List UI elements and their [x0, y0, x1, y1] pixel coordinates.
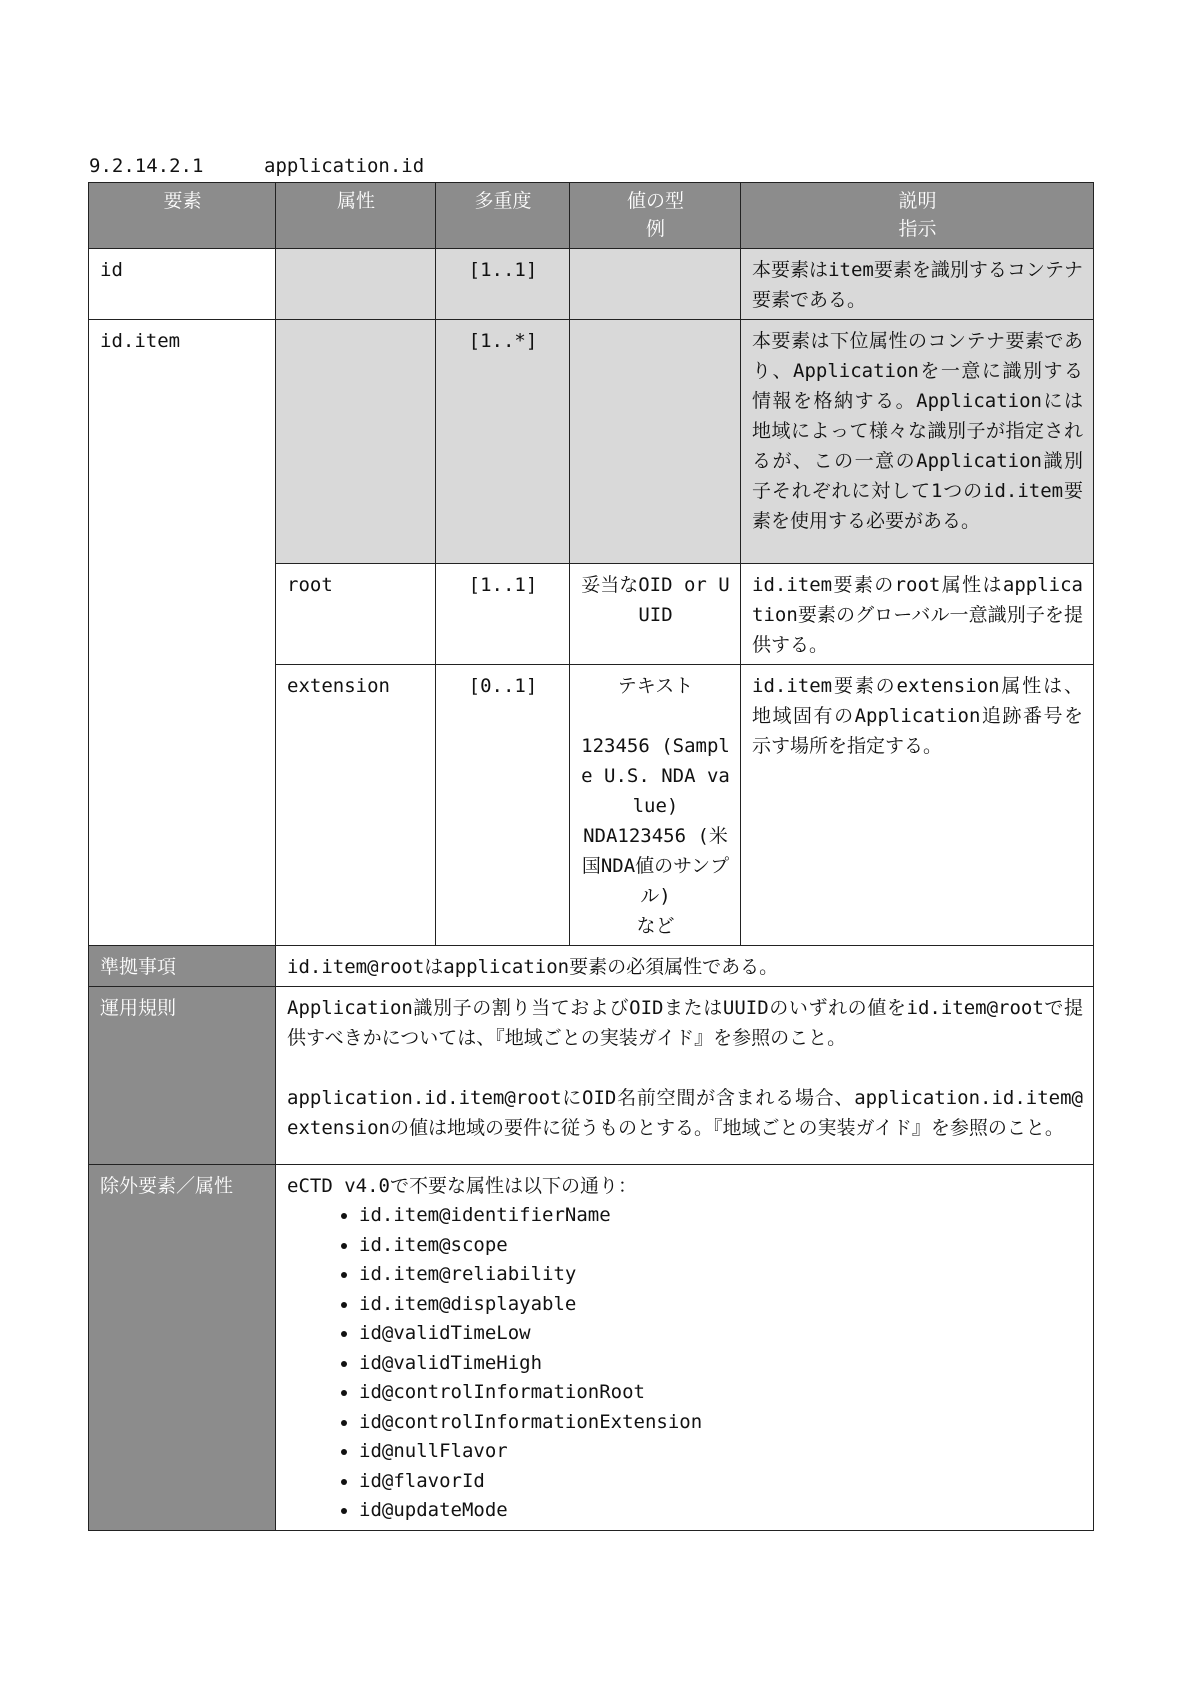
list-item: • id@nullFlavor: [359, 1437, 1083, 1467]
list-item: • id@validTimeLow: [359, 1319, 1083, 1349]
description-cell: id.item要素のextension属性は、地域固有のApplication追跡番号を示す場所を指定する。: [741, 665, 1094, 946]
list-item: • id@updateMode: [359, 1496, 1083, 1526]
operational-rules-content: [276, 987, 1094, 1165]
table-row: [89, 249, 1094, 320]
list-item: • id@controlInformationExtension: [359, 1408, 1083, 1438]
spec-table: [88, 182, 1094, 1531]
header-cardinality: 多重度: [436, 183, 570, 249]
header-attribute: 属性: [276, 183, 436, 249]
cardinality-cell: [1..*]: [436, 320, 570, 564]
operational-rules-label: 運用規則: [89, 987, 276, 1165]
value-cell: テキスト 123456 (Sample U.S. NDA value) NDA123456 (米国NDA値のサンプル) など: [570, 665, 741, 946]
header-value: [570, 183, 741, 249]
attribute-cell: root: [276, 564, 436, 665]
list-item: • id.item@scope: [359, 1231, 1083, 1261]
excluded-row: [89, 1165, 1094, 1531]
paragraph-spacer: [287, 1053, 1083, 1083]
list-item: • id@controlInformationRoot: [359, 1378, 1083, 1408]
header-instruction: 指示: [898, 218, 937, 240]
value-cell: 妥当なOID or UUID: [570, 564, 741, 665]
attribute-cell: [276, 320, 436, 564]
cardinality-cell: [1..1]: [436, 564, 570, 665]
cardinality-cell: [1..1]: [436, 249, 570, 320]
value-cell: [570, 320, 741, 564]
attribute-cell: [276, 249, 436, 320]
excluded-intro: eCTD v4.0で不要な属性は以下の通り：: [287, 1175, 637, 1197]
description-cell: 本要素は下位属性のコンテナ要素であり、Applicationを一意に識別する情報を格納する。Applicationには地域によって様々な識別子が指定されるが、この一意のApplication識別子それぞれに対して1つのid.item要素を使用する必要がある。: [741, 320, 1094, 564]
header-element: 要素: [89, 183, 276, 249]
operational-rules-row: [89, 987, 1094, 1165]
header-description: [741, 183, 1094, 249]
excluded-content: [276, 1165, 1094, 1531]
table-row: [89, 320, 1094, 564]
list-item: • id.item@displayable: [359, 1290, 1083, 1320]
value-cell: [570, 249, 741, 320]
header-description-title: 説明: [898, 190, 937, 212]
section-number: 9.2.14.2.1: [89, 155, 204, 177]
conformance-text: id.item@rootはapplication要素の必須属性である。: [276, 946, 1094, 987]
conformance-label: 準拠事項: [89, 946, 276, 987]
description-cell: 本要素はitem要素を識別するコンテナ要素である。: [741, 249, 1094, 320]
header-row: [89, 183, 1094, 249]
element-cell: id.item: [89, 320, 276, 946]
section-title: application.id: [264, 155, 425, 177]
cardinality-cell: [0..1]: [436, 665, 570, 946]
excluded-label: 除外要素／属性: [89, 1165, 276, 1531]
header-value-example: 例: [645, 218, 665, 240]
list-item: • id@flavorId: [359, 1467, 1083, 1497]
description-cell: id.item要素のroot属性はapplication要素のグローバル一意識別子を提供する。: [741, 564, 1094, 665]
operational-rules-paragraph: application.id.item@rootにOID名前空間が含まれる場合、application.id.item@extensionの値は地域の要件に従うものとする。『地域ごとの実装ガイド』を参照のこと。: [287, 1087, 1083, 1139]
excluded-list: [287, 1201, 1083, 1526]
section-heading: [89, 153, 424, 179]
attribute-cell: extension: [276, 665, 436, 946]
operational-rules-paragraph: Application識別子の割り当ておよびOIDまたはUUIDのいずれの値をid.item@rootで提供すべきかについては、『地域ごとの実装ガイド』を参照のこと。: [287, 997, 1083, 1049]
list-item: • id.item@identifierName: [359, 1201, 1083, 1231]
list-item: • id.item@reliability: [359, 1260, 1083, 1290]
list-item: • id@validTimeHigh: [359, 1349, 1083, 1379]
header-value-type: 値の型: [626, 190, 684, 212]
element-cell: id: [89, 249, 276, 320]
conformance-row: [89, 946, 1094, 987]
